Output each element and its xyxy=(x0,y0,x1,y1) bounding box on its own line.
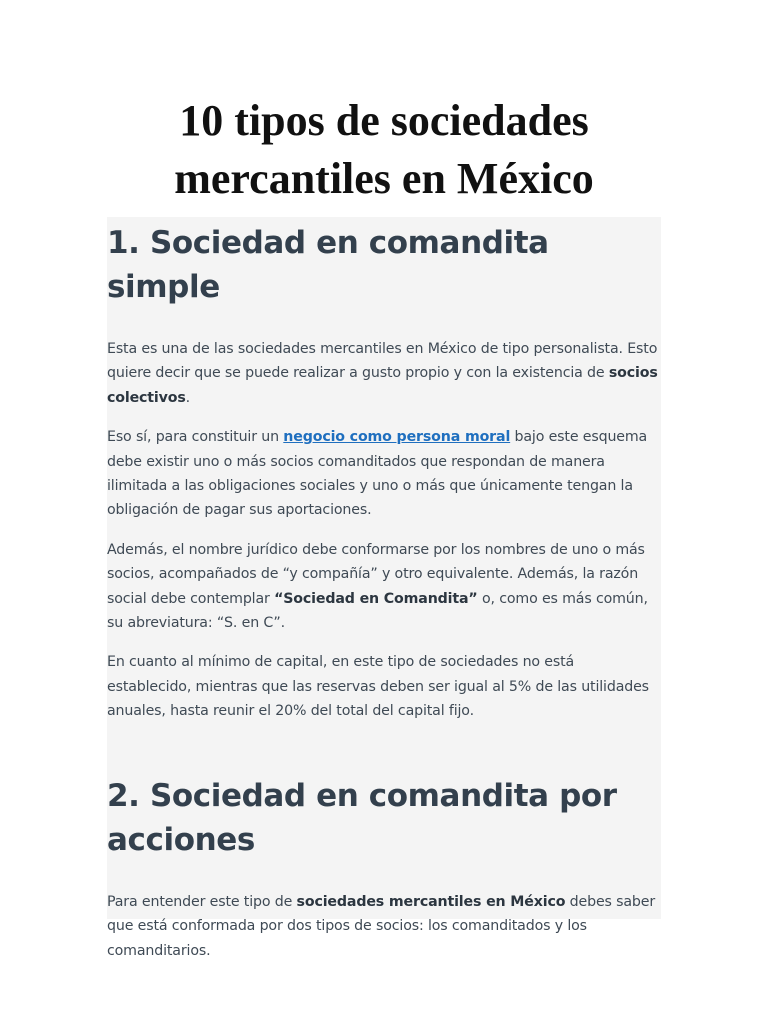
section-2-heading: 2. Sociedad en comandita por acciones xyxy=(107,777,617,858)
text-run: debes saber que está conformada por dos tipos de socios: los comanditados y los comanditarios. xyxy=(107,893,656,959)
article-body xyxy=(107,217,661,959)
text-run: Además, el nombre jurídico debe conformarse por los nombres de uno o más socios, acompañados de “y compañía” y otro equivalente. Además, la razón social debe contemplar xyxy=(107,541,645,607)
text-run: . xyxy=(185,389,191,406)
section-1-paragraph-3 xyxy=(107,538,661,636)
persona-moral-link[interactable]: negocio como persona moral xyxy=(283,429,511,446)
bold-text: socios colectivos xyxy=(107,365,658,406)
section-2-paragraph-1 xyxy=(107,890,661,963)
bold-text: “Sociedad en Comandita” xyxy=(274,590,478,607)
section-1-paragraph-2 xyxy=(107,425,661,523)
text-run: Esta es una de las sociedades mercantiles en México de tipo personalista. Esto quiere decir que se puede realizar a gusto propio y con la existencia de xyxy=(107,341,658,382)
document-title: 10 tipos de sociedades mercantiles en México xyxy=(174,96,594,203)
section-1-paragraph-4: En cuanto al mínimo de capital, en este tipo de sociedades no está establecido, mientras que las reservas deben ser igual al 5% de las utilidades anuales, hasta reunir el 20% del total del capital fijo. xyxy=(107,654,649,720)
text-run: o, como es más común, su abreviatura: “S. en C”. xyxy=(107,590,648,632)
text-run: Eso sí, para constituir un xyxy=(107,429,284,446)
text-run: Para entender este tipo de xyxy=(107,893,297,910)
section-1-paragraph-1 xyxy=(107,337,661,410)
bold-text: sociedades mercantiles en México xyxy=(296,893,566,910)
section-1-heading: 1. Sociedad en comandita simple xyxy=(107,225,549,305)
text-run: bajo este esquema debe existir uno o más socios comanditados que respondan de manera ilimitada a las obligaciones sociales y uno o más que únicamente tengan la obligación de pagar sus aportaciones. xyxy=(107,429,648,519)
